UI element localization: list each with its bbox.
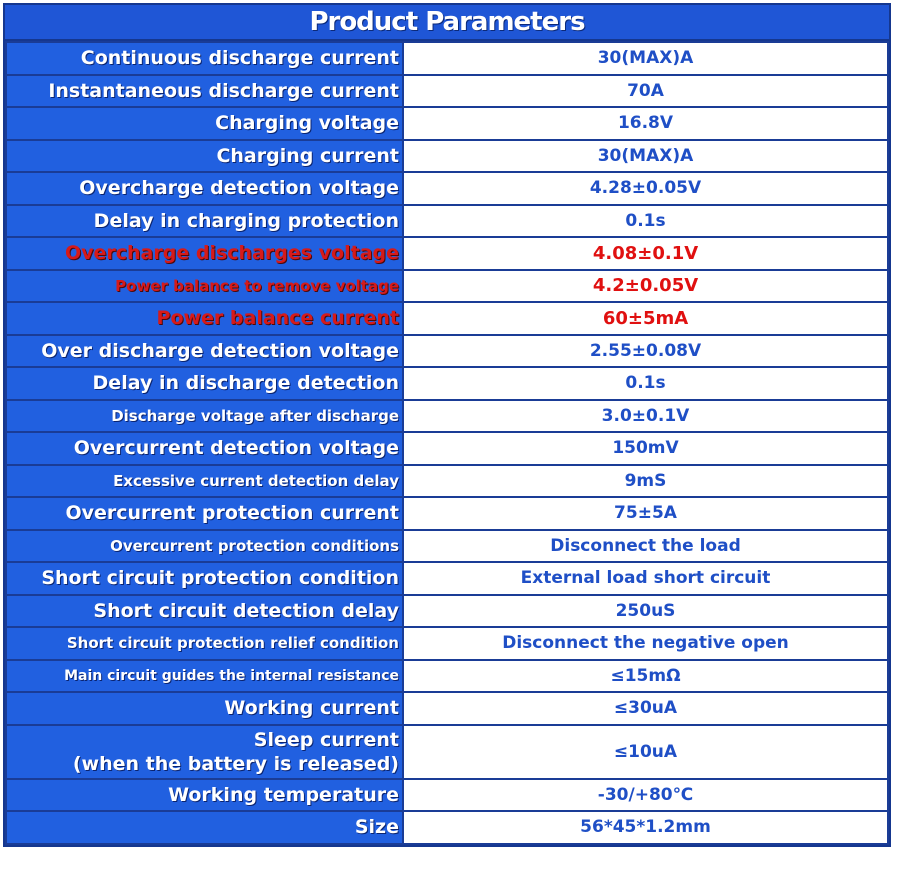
param-label-discharge-voltage-after-discharge: Discharge voltage after discharge xyxy=(6,400,403,433)
param-value-overcurrent-protection-conditions: Disconnect the load xyxy=(403,530,888,563)
table-row xyxy=(6,75,888,108)
param-value-instantaneous-discharge-current: 70A xyxy=(403,75,888,108)
param-value-delay-in-discharge-detection: 0.1s xyxy=(403,367,888,400)
table-row xyxy=(6,367,888,400)
param-label-size: Size xyxy=(6,811,403,844)
param-label-overcurrent-detection-voltage: Overcurrent detection voltage xyxy=(6,432,403,465)
param-label-working-temperature: Working temperature xyxy=(6,779,403,812)
param-value-size: 56*45*1.2mm xyxy=(403,811,888,844)
param-value-discharge-voltage-after-discharge: 3.0±0.1V xyxy=(403,400,888,433)
param-label-continuous-discharge-current: Continuous discharge current xyxy=(6,42,403,75)
table-row xyxy=(6,692,888,725)
table-row xyxy=(6,302,888,335)
table-row xyxy=(6,660,888,693)
param-label-power-balance-current: Power balance current xyxy=(6,302,403,335)
table-row xyxy=(6,627,888,660)
param-value-charging-voltage: 16.8V xyxy=(403,107,888,140)
param-label-charging-voltage: Charging voltage xyxy=(6,107,403,140)
param-label-short-circuit-detection-delay: Short circuit detection delay xyxy=(6,595,403,628)
param-label-main-circuit-internal-resistance: Main circuit guides the internal resistance xyxy=(6,660,403,693)
param-value-overcurrent-protection-current: 75±5A xyxy=(403,497,888,530)
param-label-instantaneous-discharge-current: Instantaneous discharge current xyxy=(6,75,403,108)
param-label-overcurrent-protection-current: Overcurrent protection current xyxy=(6,497,403,530)
table-row xyxy=(6,237,888,270)
table-row xyxy=(6,530,888,563)
table-row xyxy=(6,497,888,530)
table-row xyxy=(6,335,888,368)
param-label-overcurrent-protection-conditions: Overcurrent protection conditions xyxy=(6,530,403,563)
table-row xyxy=(6,725,888,779)
param-label-short-circuit-protection-condition: Short circuit protection condition xyxy=(6,562,403,595)
table-row xyxy=(6,779,888,812)
table-row xyxy=(6,562,888,595)
table-row xyxy=(6,595,888,628)
param-value-short-circuit-detection-delay: 250uS xyxy=(403,595,888,628)
param-value-continuous-discharge-current: 30(MAX)A xyxy=(403,42,888,75)
table-row xyxy=(6,42,888,75)
param-value-over-discharge-detection-voltage: 2.55±0.08V xyxy=(403,335,888,368)
table-row xyxy=(6,270,888,303)
param-value-power-balance-to-remove-voltage: 4.2±0.05V xyxy=(403,270,888,303)
param-value-working-temperature: -30/+80℃ xyxy=(403,779,888,812)
sleep-current-label-line2: (when the battery is released) xyxy=(72,752,399,775)
param-value-main-circuit-internal-resistance: ≤15mΩ xyxy=(403,660,888,693)
parameters-grid xyxy=(5,41,889,845)
param-label-excessive-current-detection-delay: Excessive current detection delay xyxy=(6,465,403,498)
table-row xyxy=(6,140,888,173)
param-value-overcurrent-detection-voltage: 150mV xyxy=(403,432,888,465)
param-label-delay-in-discharge-detection: Delay in discharge detection xyxy=(6,367,403,400)
param-value-charging-current: 30(MAX)A xyxy=(403,140,888,173)
table-row xyxy=(6,465,888,498)
param-label-charging-current: Charging current xyxy=(6,140,403,173)
table-row xyxy=(6,107,888,140)
param-label-over-discharge-detection-voltage: Over discharge detection voltage xyxy=(6,335,403,368)
sleep-current-label-line1: Sleep current xyxy=(253,728,399,751)
table-row xyxy=(6,811,888,844)
param-value-working-current: ≤30uA xyxy=(403,692,888,725)
param-value-delay-in-charging-protection: 0.1s xyxy=(403,205,888,238)
param-label-delay-in-charging-protection: Delay in charging protection xyxy=(6,205,403,238)
param-value-overcharge-discharges-voltage: 4.08±0.1V xyxy=(403,237,888,270)
param-value-power-balance-current: 60±5mA xyxy=(403,302,888,335)
param-value-overcharge-detection-voltage: 4.28±0.05V xyxy=(403,172,888,205)
table-row xyxy=(6,400,888,433)
param-label-sleep-current xyxy=(6,725,403,779)
param-label-working-current: Working current xyxy=(6,692,403,725)
table-row xyxy=(6,172,888,205)
table-row xyxy=(6,205,888,238)
param-label-overcharge-discharges-voltage: Overcharge discharges voltage xyxy=(6,237,403,270)
param-label-overcharge-detection-voltage: Overcharge detection voltage xyxy=(6,172,403,205)
param-value-short-circuit-protection-relief-condition: Disconnect the negative open xyxy=(403,627,888,660)
param-label-power-balance-to-remove-voltage: Power balance to remove voltage xyxy=(6,270,403,303)
param-value-excessive-current-detection-delay: 9mS xyxy=(403,465,888,498)
table-row xyxy=(6,432,888,465)
param-value-short-circuit-protection-condition: External load short circuit xyxy=(403,562,888,595)
param-value-sleep-current: ≤10uA xyxy=(403,725,888,779)
param-label-short-circuit-protection-relief-condition: Short circuit protection relief condition xyxy=(6,627,403,660)
table-title: Product Parameters xyxy=(5,5,889,41)
product-parameters-table xyxy=(3,3,891,847)
